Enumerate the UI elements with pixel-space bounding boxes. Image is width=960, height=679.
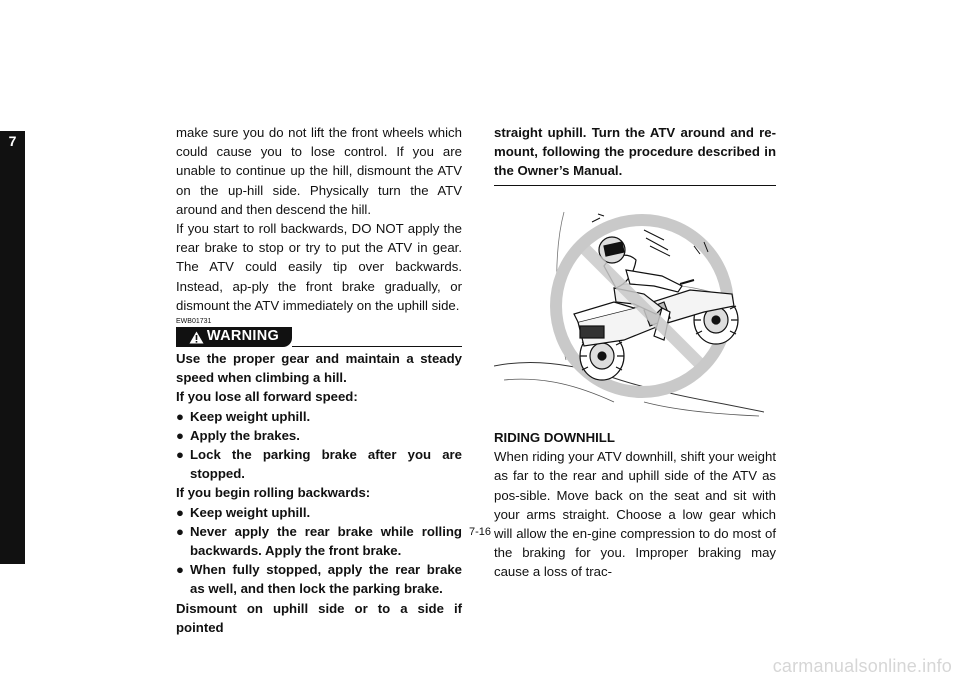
warning-label: WARNING [206,328,280,345]
chapter-tab-number: 7 [8,133,17,149]
bullet-icon: ● [176,447,184,463]
bullet-icon: ● [176,562,184,578]
warning-intro: Use the proper gear and maintain a steady speed when climbing a hill. [176,351,462,386]
section-heading: RIDING DOWNHILL [494,430,615,445]
lost-speed-heading: If you lose all forward speed: [176,389,358,405]
right-column [494,123,776,183]
paragraph-climbing: make sure you do not lift the front wheels which could cause you to lose control. If you are unable to continue up the hill, dismount the ATV on the up-hill side. Physically turn the ATV around and then descend the hill. [176,125,462,217]
warning-code: EWB01731 [176,318,212,326]
page-number: 7-16 [468,526,492,538]
list-item: ● Apply the brakes. [176,426,462,445]
warning-triangle-icon [189,331,204,344]
rolling-heading: If you begin rolling backwards: [176,485,371,501]
list-item: ● Never apply the rear brake while rolling backwards. Apply the front brake. [176,522,462,560]
warning-badge [176,327,292,347]
bullet-icon: ● [176,523,184,539]
list-item: ● When fully stopped, apply the rear brake as well, and then lock the parking brake. [176,560,462,598]
bullet-icon: ● [176,504,184,520]
list-item: ● Keep weight uphill. [176,407,462,426]
warning-rule [292,346,462,347]
list-item: ● Keep weight uphill. [176,503,462,522]
atv-downhill-prohibited-illustration [494,190,764,420]
chapter-tab [0,131,25,564]
watermark: carmanualsonline.info [772,656,952,676]
warning-closing: Dismount on uphill side or to a side if pointed [176,600,462,635]
bullet-icon: ● [176,408,184,424]
riding-downhill-section [494,428,776,582]
warning-end-rule [494,185,776,186]
warning-header [176,327,462,347]
bullet-icon: ● [176,427,184,443]
list-item: ● Lock the parking brake after you are stopped. [176,445,462,483]
paragraph-rolling-backwards: If you start to roll backwards, DO NOT apply the rear brake to stop or try to put the ATV in gear. The ATV could easily tip over backwards. Instead, ap-ply the front brake gradually, or dismount the ATV immediately on the uphill side. [176,221,462,313]
warning-continuation: straight uphill. Turn the ATV around and re-mount, following the procedure described in the Owner’s Manual. [494,125,776,179]
left-column [176,123,462,637]
section-body: When riding your ATV downhill, shift your weight as far to the rear and uphill side of the ATV as pos-sible. Move back on the seat and sit with your arms straight. Choose a low gear which will allow the en-gine compression to do most of the braking for you. Improper braking may cause a loss of trac- [494,449,776,580]
